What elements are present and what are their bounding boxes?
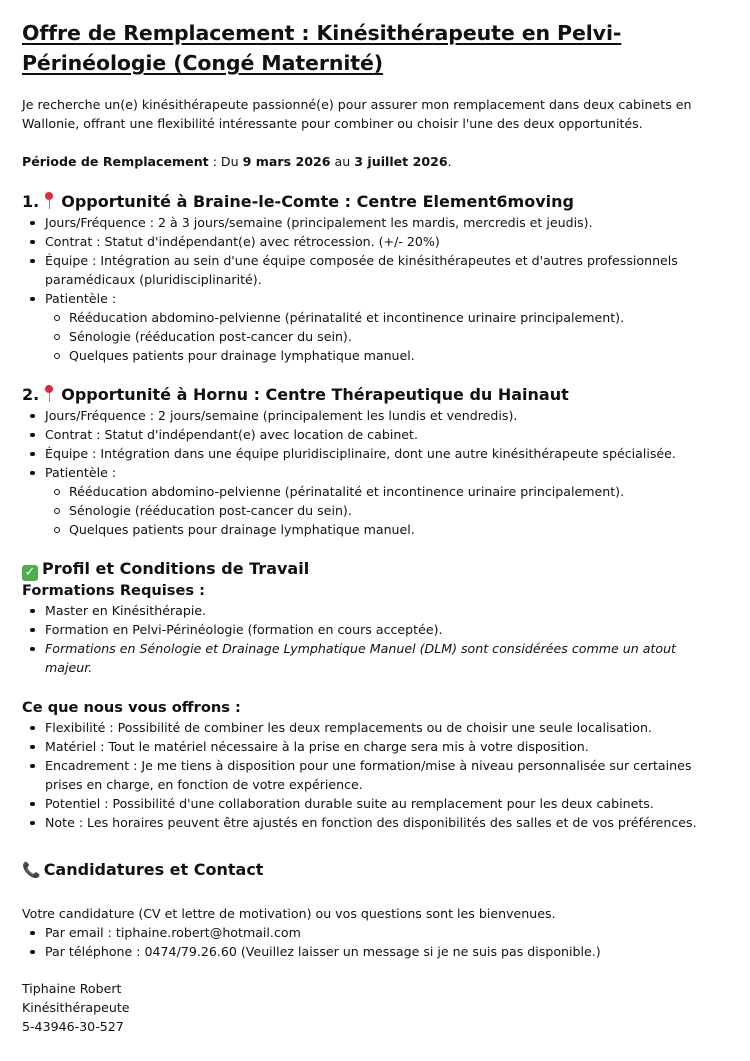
email-item[interactable]: Par email : tiphaine.robert@hotmail.com: [45, 923, 722, 942]
list-item: Master en Kinésithérapie.: [45, 601, 722, 620]
formations-italic-note: Formations en Sénologie et Drainage Lymphatique Manuel (DLM) sont considérées comme un atout majeur.: [45, 641, 676, 675]
opportunity-2-list: [22, 406, 722, 539]
pin-icon: [42, 385, 56, 403]
list-item: Potentiel : Possibilité d'une collaboration durable suite au remplacement pour les deux cabinets.: [45, 794, 722, 813]
list-item: Jours/Fréquence : 2 à 3 jours/semaine (principalement les mardis, mercredis et jeudis).: [45, 213, 722, 232]
period-sep: : Du: [208, 154, 243, 169]
list-item: Note : Les horaires peuvent être ajustés en fonction des disponibilités des salles et de vos préférences.: [45, 813, 722, 832]
list-item: Rééducation abdomino-pelvienne (périnatalité et incontinence urinaire principalement).: [69, 308, 722, 327]
period-tail: .: [447, 154, 452, 169]
signature-role: Kinésithérapeute: [22, 1000, 130, 1015]
list-item: Jours/Fréquence : 2 jours/semaine (principalement les lundis et vendredis).: [45, 406, 722, 425]
patient-sublist: [45, 482, 722, 539]
period-end: 3 juillet 2026: [354, 154, 448, 169]
list-item: Sénologie (rééducation post-cancer du sein).: [69, 501, 722, 520]
page-title: Offre de Remplacement : Kinésithérapeute en Pelvi-Périnéologie (Congé Maternité): [22, 21, 622, 75]
list-item-label: Patientèle :: [45, 465, 117, 480]
list-item: Quelques patients pour drainage lymphatique manuel.: [69, 346, 722, 365]
opportunity-1-title: Opportunité à Braine-le-Comte : Centre Element6moving: [61, 192, 574, 211]
offer-list: [22, 718, 722, 832]
contact-title: Candidatures et Contact: [43, 860, 264, 879]
opportunity-1-heading: [22, 191, 722, 213]
pin-icon: [42, 192, 56, 210]
opportunity-1-number: 1.: [22, 192, 40, 211]
offer-heading: Ce que nous vous offrons :: [22, 699, 241, 716]
list-item: Flexibilité : Possibilité de combiner les deux remplacements ou de choisir une seule localisation.: [45, 718, 722, 737]
contact-list: [22, 923, 722, 961]
formations-list: [22, 601, 722, 677]
profile-heading: [22, 558, 722, 581]
list-item: [45, 289, 722, 365]
opportunity-1-list: [22, 213, 722, 365]
list-item: Formation en Pelvi-Périnéologie (formation en cours acceptée).: [45, 620, 722, 639]
intro-text: Je recherche un(e) kinésithérapeute passionné(e) pour assurer mon remplacement dans deux cabinets en Wallonie, offrant une flexibilité intéressante pour combiner ou choisir l'une des deux opportunités.: [22, 97, 692, 131]
list-item: Rééducation abdomino-pelvienne (périnatalité et incontinence urinaire principalement).: [69, 482, 722, 501]
signature-name: Tiphaine Robert: [22, 981, 122, 996]
profile-title: Profil et Conditions de Travail: [42, 559, 310, 578]
period-label: Période de Remplacement: [22, 154, 209, 169]
list-item: Sénologie (rééducation post-cancer du sein).: [69, 327, 722, 346]
list-item: [45, 639, 722, 677]
list-item: Contrat : Statut d'indépendant(e) avec rétrocession. (+/- 20%): [45, 232, 722, 251]
contact-intro: Votre candidature (CV et lettre de motivation) ou vos questions sont les bienvenues.: [22, 906, 556, 921]
signature-id: 5-43946-30-527: [22, 1019, 124, 1034]
list-item: Équipe : Intégration au sein d'une équipe composée de kinésithérapeutes et d'autres professionnels paramédicaux (pluridisciplinarité).: [45, 251, 722, 289]
signature: [22, 979, 722, 1036]
check-icon: ✓: [22, 565, 38, 581]
list-item: Matériel : Tout le matériel nécessaire à la prise en charge sera mis à votre disposition.: [45, 737, 722, 756]
period-start: 9 mars 2026: [242, 154, 331, 169]
opportunity-2-title: Opportunité à Hornu : Centre Thérapeutique du Hainaut: [61, 385, 569, 404]
formations-heading: Formations Requises :: [22, 582, 205, 599]
period-mid: au: [330, 154, 355, 169]
phone-item[interactable]: Par téléphone : 0474/79.26.60 (Veuillez laisser un message si je ne suis pas disponible.): [45, 942, 722, 961]
opportunity-2-heading: [22, 384, 722, 406]
patient-sublist: [45, 308, 722, 365]
phone-icon: 📞: [22, 861, 41, 879]
list-item: Encadrement : Je me tiens à disposition pour une formation/mise à niveau personnalisée sur certaines prises en charge, en fonction de votre expérience.: [45, 756, 722, 794]
contact-heading: [22, 859, 722, 881]
list-item: Équipe : Intégration dans une équipe pluridisciplinaire, dont une autre kinésithérapeute spécialisée.: [45, 444, 722, 463]
document: [22, 18, 722, 1036]
list-item: [45, 463, 722, 539]
list-item-label: Patientèle :: [45, 291, 117, 306]
list-item: Quelques patients pour drainage lymphatique manuel.: [69, 520, 722, 539]
opportunity-2-number: 2.: [22, 385, 40, 404]
period-line: [22, 152, 722, 171]
list-item: Contrat : Statut d'indépendant(e) avec location de cabinet.: [45, 425, 722, 444]
